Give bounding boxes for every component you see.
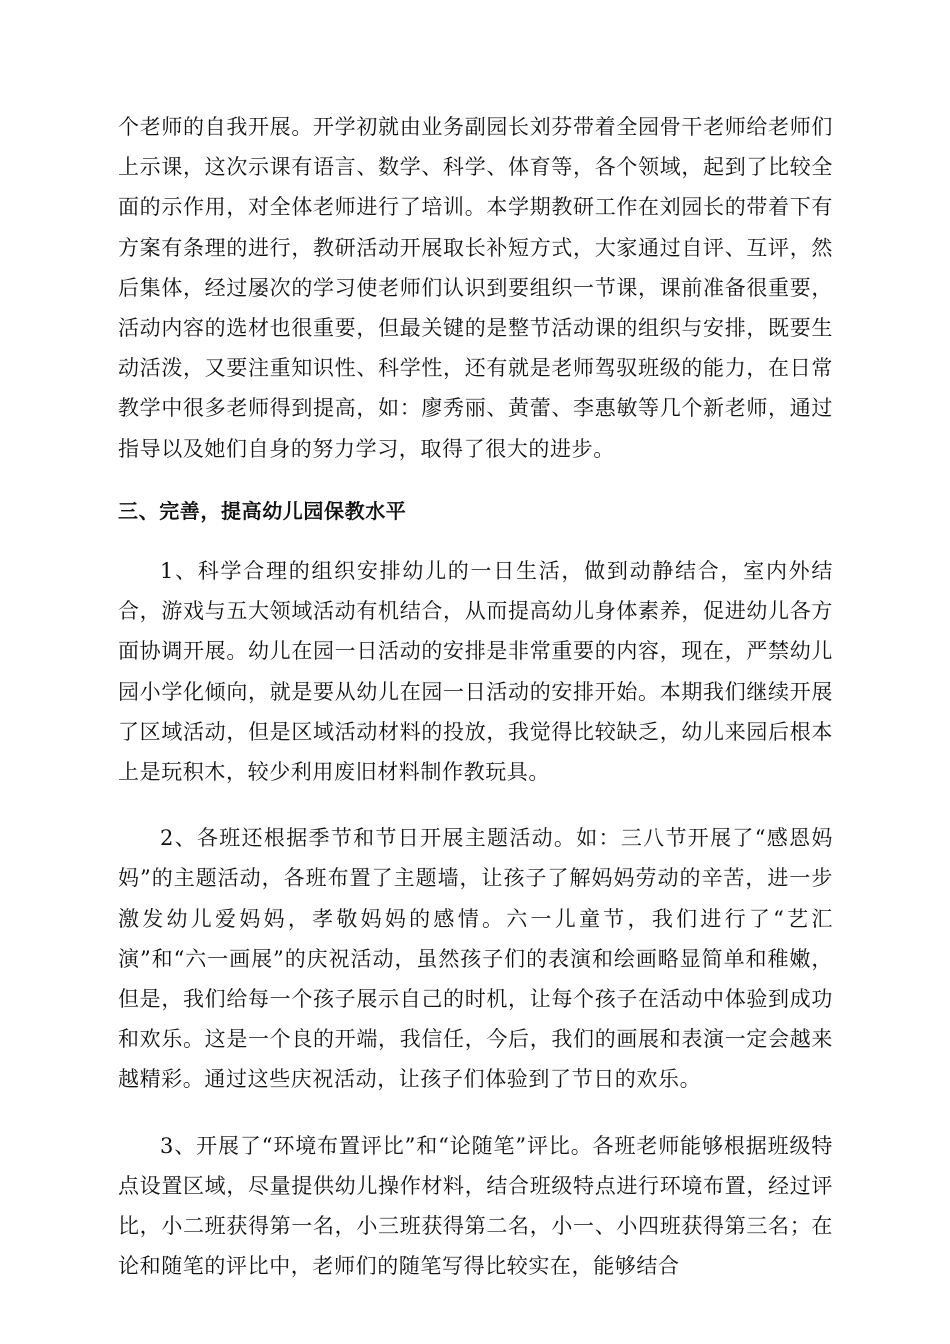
paragraph-environment-evaluation: 3、开展了“环境布置评比”和“论随笔”评比。各班老师能够根据班级特点设置区域，尽量提供幼儿操作材料，结合班级特点进行环境布置，经过评比，小二班获得第一名，小三班获得第二名，小一、小四班获得第三名；在论和随笔的评比中，老师们的随笔写得比较实在，能够结合 — [118, 1133, 833, 1279]
paragraph-daily-life: 1、科学合理的组织安排幼儿的一日生活，做到动静结合，室内外结合，游戏与五大领域活动有机结合，从而提高幼儿身体素养，促进幼儿各方面协调开展。幼儿在园一日活动的安排是非常重要的内容，现在，严禁幼儿园小学化倾向，就是要从幼儿在园一日活动的安排开始。本期我们继续开展了区域活动，但是区域活动材料的投放，我觉得比较缺乏，幼儿来园后根本上是玩积木，较少利用废旧材料制作教玩具。 — [118, 559, 833, 785]
document-body — [118, 107, 833, 1286]
paragraph-theme-activities: 2、各班还根据季节和节日开展主题活动。如：三八节开展了“感恩妈妈”的主题活动，各班布置了主题墙，让孩子了解妈妈劳动的辛苦，进一步激发幼儿爱妈妈，孝敬妈妈的感情。六一儿童节，我们进行了“艺汇演”和“六一画展”的庆祝活动，虽然孩子们的表演和绘画略显简单和稚嫩，但是，我们给每一个孩子展示自己的时机，让每个孩子在活动中体验到成功和欢乐。这是一个良的开端，我信任，今后，我们的画展和表演一定会越来越精彩。通过这些庆祝活动，让孩子们体验到了节日的欢乐。 — [118, 826, 833, 1092]
section-heading-3: 三、完善，提高幼儿园保教水平 — [118, 498, 407, 523]
paragraph-teacher-training: 个老师的自我开展。开学初就由业务副园长刘芬带着全园骨干老师给老师们上示课，这次示课有语言、数学、科学、体育等，各个领域，起到了比较全面的示作用，对全体老师进行了培训。本学期教研工作在刘园长的带着下有方案有条理的进行，教研活动开展取长补短方式，大家通过自评、互评，然后集体，经过屡次的学习使老师们认识到要组织一节课，课前准备很重要，活动内容的选材也很重要，但最关键的是整节活动课的组织与安排，既要生动活泼，又要注重知识性、科学性，还有就是老师驾驭班级的能力，在日常教学中很多老师得到提高，如：廖秀丽、黄蕾、李惠敏等几个新老师，通过指导以及她们自身的努力学习，取得了很大的进步。 — [118, 115, 833, 461]
